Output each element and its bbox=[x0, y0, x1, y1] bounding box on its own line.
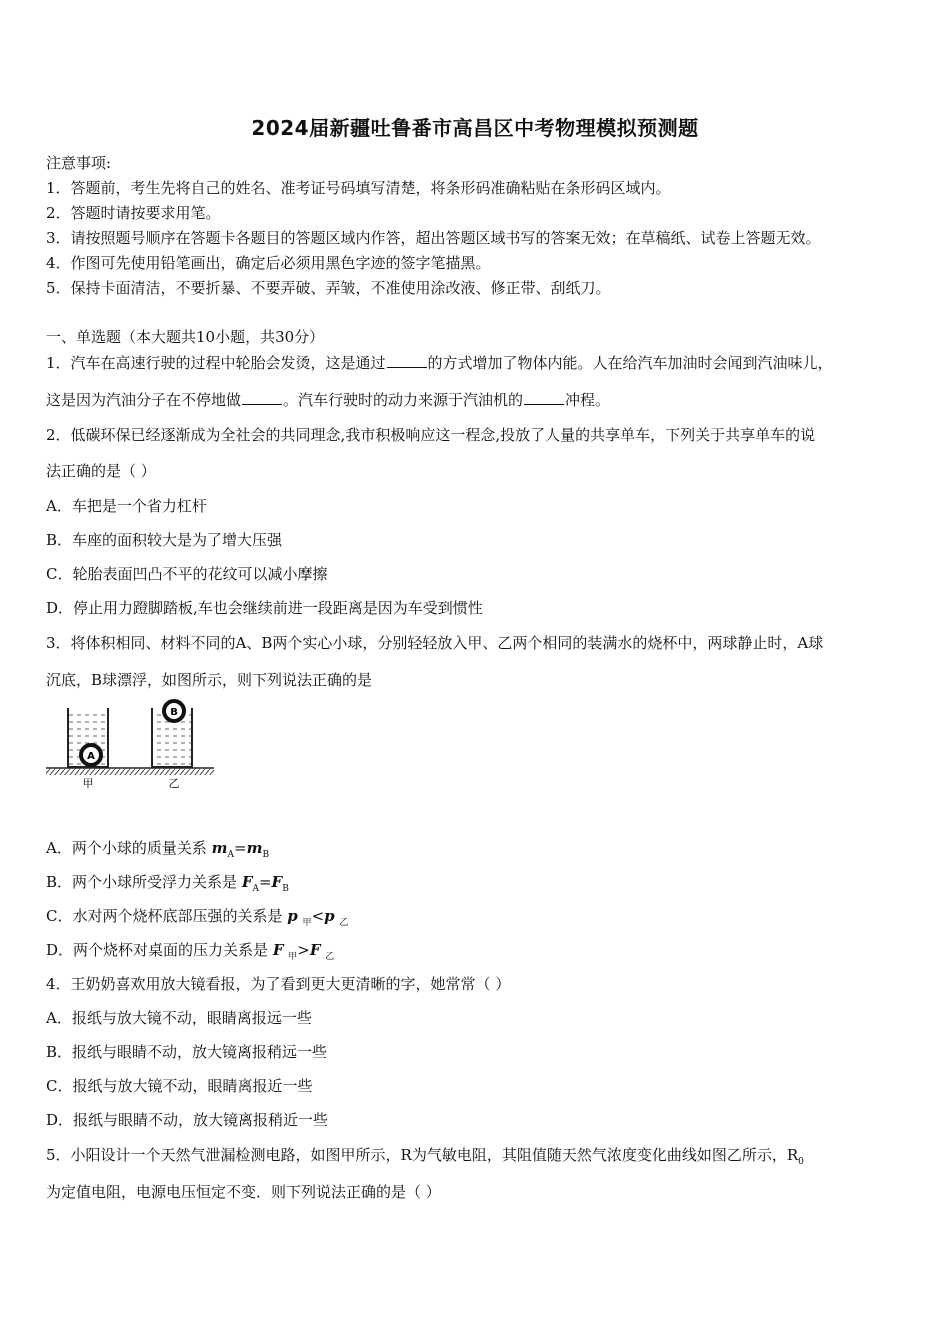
label-jia: 甲 bbox=[82, 777, 94, 790]
answer-blank[interactable] bbox=[387, 353, 427, 368]
section-heading: 一、单选题（本大题共10小题，共30分） bbox=[46, 328, 325, 346]
question-3-stem: 3．将体积相同、材料不同的A、B两个实心小球，分别轻轻放入甲、乙两个相同的装满水的烧杯中，两球静止时，A球 bbox=[46, 634, 824, 652]
beakers-figure bbox=[44, 698, 219, 790]
question-2-option-b: B．车座的面积较大是为了增大压强 bbox=[46, 531, 283, 549]
question-3-option-b: B．两个小球所受浮力关系是 $F_A=F_B$ bbox=[46, 873, 289, 894]
question-2-option-a: A．车把是一个省力杠杆 bbox=[46, 497, 207, 515]
question-3-stem: 沉底，B球漂浮，如图所示，则下列说法正确的是 bbox=[46, 671, 373, 689]
question-2-option-c: C．轮胎表面凹凸不平的花纹可以减小摩擦 bbox=[46, 565, 328, 583]
note-item: 4．作图可先使用铅笔画出，确定后必须用黑色字迹的签字笔描黑。 bbox=[46, 254, 491, 272]
ball-a-label: A bbox=[87, 751, 95, 762]
question-1-line-1: 1．汽车在高速行驶的过程中轮胎会发烫，这是通过 的方式增加了物体内能。人在给汽车加油时会闻到汽油味儿， bbox=[46, 354, 833, 372]
question-4-stem: 4．王奶奶喜欢用放大镜看报，为了看到更大更清晰的字，她常常（ ） bbox=[46, 975, 511, 993]
question-3-option-d: D．两个烧杯对桌面的压力关系是 F $_甲$>F $_乙$ bbox=[46, 941, 335, 962]
note-item: 5．保持卡面清洁，不要折暴、不要弄破、弄皱，不准使用涂改液、修正带、刮纸刀。 bbox=[46, 279, 611, 297]
note-item: 1．答题前，考生先将自己的姓名、准考证号码填写清楚，将条形码准确粘贴在条形码区域内。 bbox=[46, 179, 671, 197]
question-5-stem: 为定值电阻，电源电压恒定不变．则下列说法正确的是（ ） bbox=[46, 1183, 441, 1201]
question-3-option-a: A．两个小球的质量关系 $m_A=m_B$ bbox=[46, 839, 270, 860]
question-2-stem: 法正确的是（ ） bbox=[46, 462, 156, 480]
answer-blank[interactable] bbox=[242, 390, 282, 405]
label-yi: 乙 bbox=[168, 777, 180, 790]
notes-heading: 注意事项: bbox=[46, 154, 112, 172]
note-item: 3．请按照题号顺序在答题卡各题目的答题区域内作答，超出答题区域书写的答案无效；在草稿纸、试卷上答题无效。 bbox=[46, 229, 821, 247]
note-item: 2．答题时请按要求用笔。 bbox=[46, 204, 221, 222]
question-2-stem: 2．低碳环保已经逐渐成为全社会的共同理念,我市积极响应这一程念,投放了人量的共享单车，下列关于共享单车的说 bbox=[46, 426, 816, 444]
ball-b-label: B bbox=[170, 707, 178, 718]
question-5-stem: 5．小阳设计一个天然气泄漏检测电路，如图甲所示，R为气敏电阻，其阻值随天然气浓度变化曲线如图乙所示，$R_0$ bbox=[46, 1146, 804, 1167]
question-3-option-c: C．水对两个烧杯底部压强的关系是 p $_甲$<p $_乙$ bbox=[46, 907, 349, 928]
table-hatch bbox=[46, 769, 214, 775]
answer-blank[interactable] bbox=[524, 390, 564, 405]
question-4-option-a: A．报纸与放大镜不动，眼睛离报远一些 bbox=[46, 1009, 312, 1027]
question-4-option-b: B．报纸与眼睛不动，放大镜离报稍远一些 bbox=[46, 1043, 328, 1061]
question-1-line-2: 这是因为汽油分子在不停地做 。汽车行驶时的动力来源于汽油机的 冲程。 bbox=[46, 391, 611, 409]
question-2-option-d: D．停止用力蹬脚踏板,车也会继续前进一段距离是因为车受到惯性 bbox=[46, 599, 483, 617]
question-4-option-c: C．报纸与放大镜不动，眼睛离报近一些 bbox=[46, 1077, 313, 1095]
question-4-option-d: D．报纸与眼睛不动，放大镜离报稍近一些 bbox=[46, 1111, 329, 1129]
page-title: 2024届新疆吐鲁番市高昌区中考物理模拟预测题 bbox=[251, 116, 699, 140]
